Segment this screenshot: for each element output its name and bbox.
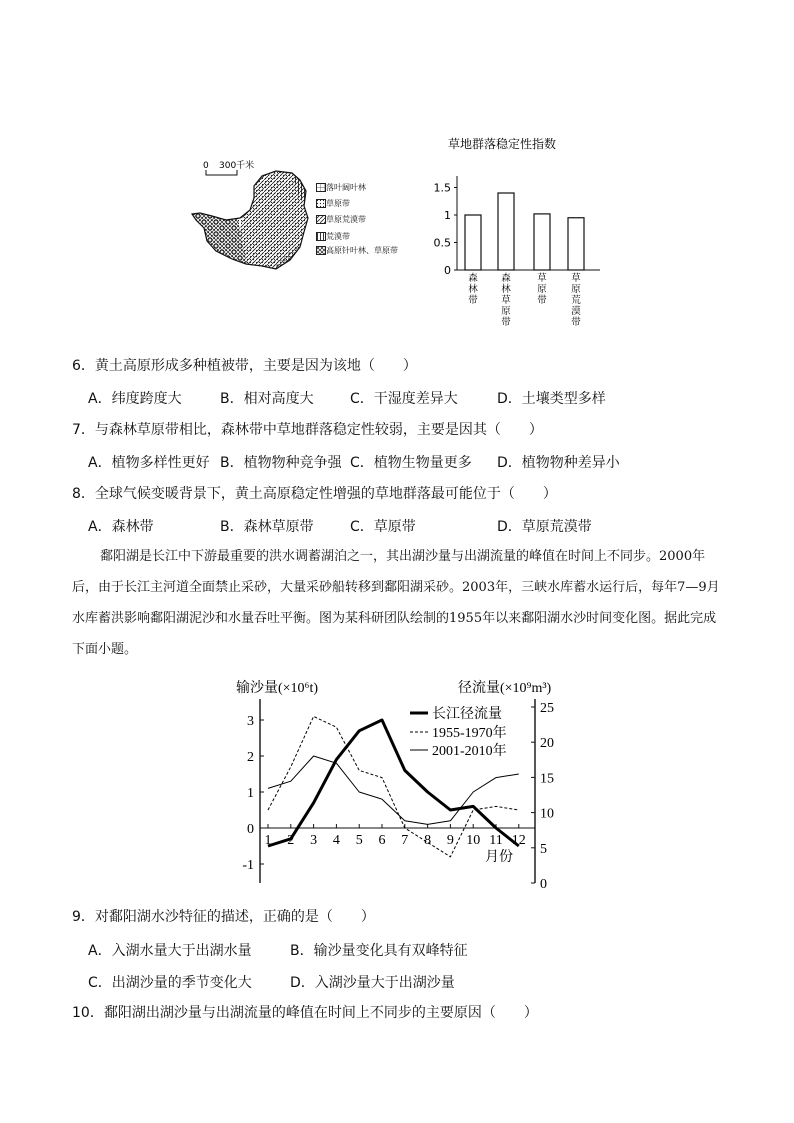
loess-plateau-map	[180, 159, 320, 280]
legend-item	[316, 231, 350, 242]
left-axis-tick-label: 1	[247, 786, 254, 801]
right-axis-tick-label: 20	[540, 736, 554, 752]
left-axis-tick-label: 2	[247, 750, 254, 765]
bar-chart-title: 草地群落稳定性指数	[448, 137, 557, 151]
bar-chart-y-tick-label: 1	[444, 209, 451, 222]
q9-option-a[interactable]: A．入湖水量大于出湖水量	[88, 943, 252, 959]
legend-label: 荒漠带	[326, 232, 350, 241]
legend-item	[316, 198, 350, 209]
question-10-stem: 10．鄱阳湖出湖沙量与出湖流量的峰值在时间上不同步的主要原因（ ）	[72, 1005, 538, 1021]
q7-option-d[interactable]: D．植物物种差异小	[497, 455, 620, 471]
right-axis-tick-label: 15	[540, 771, 554, 787]
q8-option-a[interactable]: A．森林带	[88, 519, 154, 535]
legend-item	[316, 245, 398, 256]
x-axis-tick-label: 11	[489, 833, 503, 848]
x-axis-tick-label: 5	[355, 833, 363, 848]
bar-chart-y-tick-label: 1.5	[433, 181, 451, 195]
bar-chart-y-tick-label: 0	[444, 264, 451, 277]
legend-label: 1955-1970年	[432, 726, 507, 741]
line-chart-left-axis-label: 输沙量(×10⁶t)	[236, 681, 318, 696]
question-7-stem: 7．与森林草原带相比，森林带中草地群落稳定性较弱，主要是因其（ ）	[72, 422, 543, 438]
q9-option-b[interactable]: B．输沙量变化具有双峰特征	[290, 943, 468, 959]
legend-swatch-cross	[316, 246, 326, 255]
left-axis-tick-label: 0	[247, 822, 254, 837]
question-8-stem: 8．全球气候变暖背景下，黄土高原稳定性增强的草地群落最可能位于（ ）	[72, 486, 557, 502]
bar-2	[498, 193, 514, 270]
poyang-water-sediment-chart	[220, 672, 580, 897]
q7-option-c[interactable]: C．植物生物量更多	[350, 455, 472, 471]
left-axis-tick-label: 3	[247, 714, 254, 729]
x-axis-tick-label: 9	[446, 833, 454, 848]
passage-poyang-lake: 鄱阳湖是长江中下游最重要的洪水调蓄湖泊之一，其出湖沙量与出湖流量的峰值在时间上不同步。2000年后，由于长江主河道全面禁止采砂，大量采砂船转移到鄱阳湖采砂。2003年，三峡水库蓄水运行后，每年7—9月水库蓄洪影响鄱阳湖泥沙和水量吞吐平衡。图为某科研团队绘制的1955年以来鄱阳湖水沙时间变化图。据此完成下面小题。	[72, 549, 720, 657]
right-axis-tick-label: 5	[540, 841, 547, 857]
legend-item	[316, 182, 366, 193]
legend-swatch-hatch	[316, 215, 326, 224]
top-figures	[0, 0, 794, 340]
legend-label: 高原针叶林、草原带	[326, 246, 398, 255]
bar-category-label: 森林草原带	[501, 273, 511, 328]
question-9-stem: 9．对鄱阳湖水沙特征的描述，正确的是（ ）	[72, 909, 375, 925]
q7-option-a[interactable]: A．植物多样性更好	[88, 455, 210, 471]
map-scale-label: 300千米	[219, 161, 255, 171]
bar-1	[465, 215, 481, 270]
legend-label: 草原带	[326, 199, 350, 208]
line-chart-legend	[410, 705, 507, 759]
legend-label: 长江径流量	[432, 707, 502, 722]
x-axis-tick-label: 10	[466, 833, 481, 848]
question-6-stem: 6．黄土高原形成多种植被带，主要是因为该地（ ）	[72, 358, 417, 374]
x-axis-tick-label: 3	[310, 833, 318, 848]
x-axis-tick-label: 1	[264, 833, 272, 848]
x-axis-tick-label: 4	[332, 833, 340, 848]
q7-option-b[interactable]: B．植物物种竞争强	[220, 455, 342, 471]
bar-category-label: 草原带	[537, 273, 547, 306]
q8-option-b[interactable]: B．森林草原带	[220, 519, 314, 535]
q6-option-d[interactable]: D．土壤类型多样	[497, 391, 606, 407]
x-axis-tick-label: 12	[511, 833, 526, 848]
x-axis-tick-label: 2	[287, 833, 295, 848]
legend-label: 草原荒漠带	[326, 215, 366, 224]
q6-option-b[interactable]: B．相对高度大	[220, 391, 314, 407]
right-axis-tick-label: 25	[540, 701, 554, 716]
bar-category-label: 森林带	[468, 273, 478, 306]
q9-option-c[interactable]: C．出湖沙量的季节变化大	[88, 975, 252, 991]
bar-3	[534, 214, 550, 270]
legend-swatch-grid	[316, 183, 326, 192]
legend-label: 2001-2010年	[432, 744, 507, 759]
x-axis-tick-label: 7	[401, 833, 409, 848]
q8-option-d[interactable]: D．草原荒漠带	[497, 519, 592, 535]
bar-chart-y-tick-label: 0.5	[433, 236, 451, 250]
legend-item	[316, 214, 366, 225]
left-axis-tick-label: -1	[242, 858, 254, 873]
x-axis-tick-label: 8	[424, 833, 432, 848]
map-scale-zero: 0	[203, 161, 209, 171]
right-axis-tick-label: 0	[540, 877, 547, 892]
grassland-stability-chart	[434, 136, 601, 328]
x-axis-tick-label: 6	[378, 833, 386, 848]
line-chart-right-axis-label: 径流量(×10⁹m³)	[458, 681, 552, 696]
q9-option-d[interactable]: D．入湖沙量大于出湖沙量	[290, 975, 455, 991]
q6-option-a[interactable]: A．纬度跨度大	[88, 391, 182, 407]
right-axis-tick-label: 10	[540, 806, 554, 822]
legend-swatch-dots	[316, 199, 326, 208]
legend-label: 落叶阔叶林	[326, 183, 366, 192]
map-vegetation-zones	[180, 160, 320, 280]
q8-option-c[interactable]: C．草原带	[350, 519, 416, 535]
legend-swatch-bars	[316, 232, 326, 241]
line-chart-x-label: 月份	[485, 850, 513, 865]
bar-category-label: 草原荒漠带	[571, 273, 581, 328]
q6-option-c[interactable]: C．干湿度差异大	[350, 391, 458, 407]
bar-4	[568, 218, 584, 270]
